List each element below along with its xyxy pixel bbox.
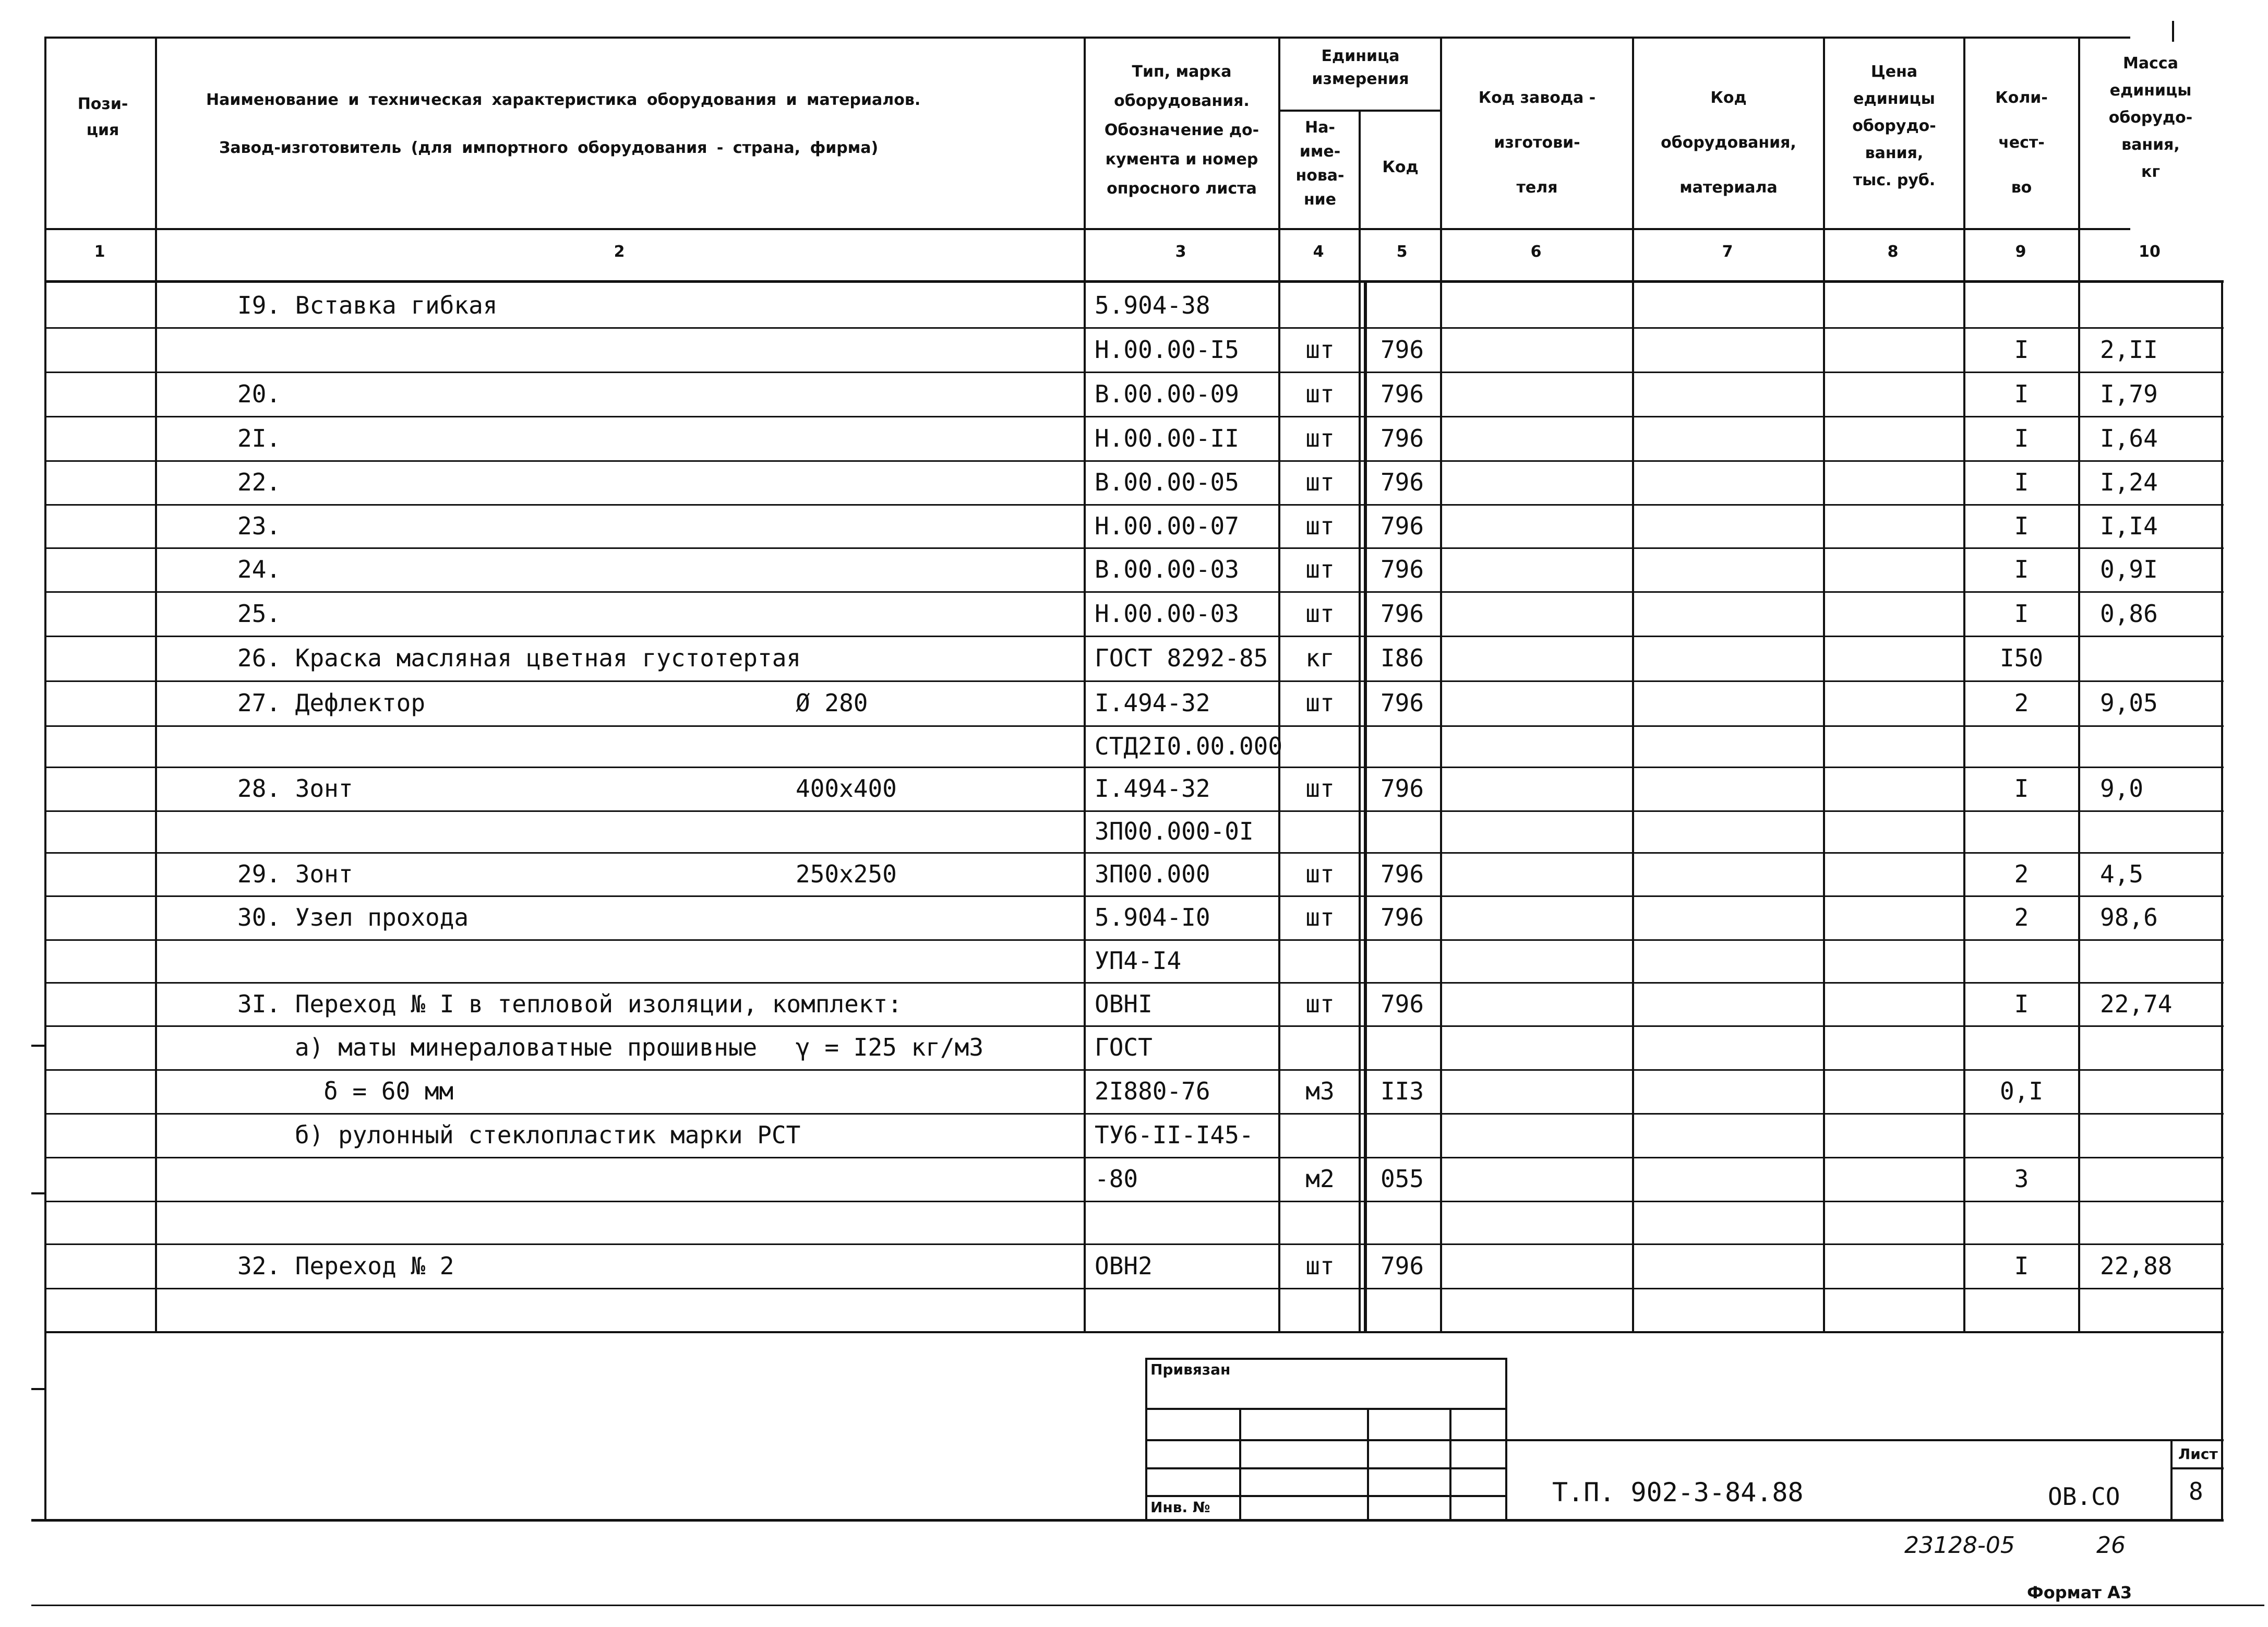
item-name: 28. Зонт: [237, 774, 353, 803]
item-unit: шт: [1305, 336, 1335, 364]
item-code: 796: [1380, 600, 1424, 628]
item-code: 796: [1380, 689, 1424, 717]
item-unit: шт: [1305, 380, 1335, 408]
column-number: 9: [2015, 243, 2026, 261]
item-code: 796: [1380, 903, 1424, 931]
col-divider-4: [1359, 110, 1361, 1333]
item-unit: шт: [1305, 903, 1335, 931]
col3-header: Тип, марка оборудования. Обозначение до- кумента и номер опросного листа: [1104, 63, 1259, 198]
item-unit: шт: [1305, 555, 1335, 583]
item-document: Н.00.00-II: [1095, 424, 1239, 452]
item-quantity: I: [2014, 380, 2029, 408]
item-document: I.494-32: [1095, 689, 1210, 717]
item-name: б) рулонный стеклопластик марки РСТ: [295, 1121, 801, 1149]
format-line: [31, 1605, 2264, 1606]
item-code: II3: [1380, 1077, 1424, 1105]
item-document: СТД2I0.00.000: [1095, 732, 1283, 760]
item-code: 796: [1380, 468, 1424, 496]
format-label: Формат А3: [2027, 1583, 2132, 1602]
item-quantity: I: [2014, 512, 2029, 540]
row-divider: [44, 852, 2224, 854]
unit-group-header: Единица измерения: [1312, 47, 1409, 88]
item-document: ТУ6-II-I45-: [1095, 1121, 1254, 1149]
item-document: ОВН2: [1095, 1252, 1153, 1280]
item-name: 22.: [237, 468, 281, 496]
col10-header: Масса единицы оборудо- вания, кг: [2108, 54, 2193, 181]
item-document: I.494-32: [1095, 774, 1210, 803]
item-document: ЗП00.000-0I: [1095, 817, 1254, 845]
item-quantity: 3: [2014, 1165, 2029, 1193]
item-dimension: 250x250: [796, 860, 897, 888]
item-document: 5.904-38: [1095, 291, 1210, 319]
row-divider: [44, 767, 2224, 768]
item-mass: 0,9I: [2100, 555, 2158, 583]
item-document: Н.00.00-07: [1095, 512, 1239, 540]
item-name: 32. Переход № 2: [237, 1252, 454, 1280]
unit-group-divider: [1278, 110, 1440, 112]
row-divider: [44, 460, 2224, 462]
item-code: 055: [1380, 1165, 1424, 1193]
row-divider: [44, 1113, 2224, 1115]
col-divider-9: [2078, 37, 2080, 1333]
row-divider: [44, 895, 2224, 897]
column-number: 8: [1887, 243, 1899, 261]
item-unit: шт: [1305, 689, 1335, 717]
item-code: 796: [1380, 555, 1424, 583]
col-divider-6: [1632, 37, 1634, 1333]
column-number: 4: [1313, 243, 1324, 261]
project-code: Т.П. 902-3-84.88: [1552, 1477, 1804, 1508]
item-unit: кг: [1305, 644, 1335, 672]
col-divider-7: [1823, 37, 1825, 1333]
item-unit: шт: [1305, 990, 1335, 1018]
item-mass: 2,II: [2100, 336, 2158, 364]
item-quantity: I: [2014, 990, 2029, 1018]
item-quantity: I: [2014, 468, 2029, 496]
frame-top-line: [44, 37, 2130, 39]
colnum-divider-line: [44, 280, 2224, 283]
item-mass: 9,05: [2100, 689, 2158, 717]
item-unit: шт: [1305, 468, 1335, 496]
item-name: 23.: [237, 512, 281, 540]
item-mass: I,79: [2100, 380, 2158, 408]
frame-right-line: [2221, 280, 2223, 1521]
item-mass: 9,0: [2100, 774, 2144, 803]
item-unit: шт: [1305, 1252, 1335, 1280]
item-mass: I,64: [2100, 424, 2158, 452]
item-unit: шт: [1305, 424, 1335, 452]
row-divider: [44, 1069, 2224, 1071]
row-divider: [44, 1201, 2224, 1202]
item-quantity: 2: [2014, 903, 2029, 931]
item-quantity: I: [2014, 336, 2029, 364]
row-divider: [44, 591, 2224, 593]
item-quantity: I50: [1999, 644, 2044, 672]
sheet-code: ОВ.СО: [2048, 1482, 2120, 1511]
row-divider: [44, 810, 2224, 812]
row-divider: [44, 504, 2224, 506]
margin-tick: [31, 1388, 46, 1390]
item-unit: шт: [1305, 512, 1335, 540]
item-code: I86: [1380, 644, 1424, 672]
col5-header: Код: [1382, 158, 1419, 176]
item-code: 796: [1380, 990, 1424, 1018]
item-name: 24.: [237, 555, 281, 583]
item-code: 796: [1380, 774, 1424, 803]
item-unit: шт: [1305, 600, 1335, 628]
item-document: ГОСТ: [1095, 1033, 1153, 1061]
item-document: 5.904-I0: [1095, 903, 1210, 931]
item-document: Н.00.00-I5: [1095, 336, 1239, 364]
header-divider-line: [44, 228, 2130, 230]
item-mass: 0,86: [2100, 600, 2158, 628]
col-divider-2: [1084, 37, 1086, 1333]
item-document: В.00.00-09: [1095, 380, 1239, 408]
item-document: 2I880-76: [1095, 1077, 1210, 1105]
margin-tick: [31, 1045, 46, 1047]
item-document: ЗП00.000: [1095, 860, 1210, 888]
item-unit: шт: [1305, 860, 1335, 888]
col8-header: Цена единицы оборудо- вания, тыс. руб.: [1852, 63, 1936, 189]
item-quantity: 2: [2014, 689, 2029, 717]
item-name: 2I.: [237, 424, 281, 452]
item-code: 796: [1380, 512, 1424, 540]
row-divider: [44, 1288, 2224, 1289]
table-bottom-line: [44, 1331, 2224, 1333]
column-number: 1: [94, 243, 105, 261]
item-unit: м2: [1305, 1165, 1335, 1193]
item-code: 796: [1380, 424, 1424, 452]
item-name: а) маты минераловатные прошивные: [295, 1033, 758, 1061]
item-name: I9. Вставка гибкая: [237, 291, 498, 319]
column-number: 5: [1396, 243, 1408, 261]
item-mass: 98,6: [2100, 903, 2158, 931]
item-document: -80: [1095, 1165, 1138, 1193]
item-code: 796: [1380, 380, 1424, 408]
item-dimension: 400x400: [796, 774, 897, 803]
bound-label: Привязан: [1150, 1361, 1231, 1378]
item-code: 796: [1380, 336, 1424, 364]
col-divider-5: [1440, 37, 1442, 1333]
item-name: 27. Дефлектор: [237, 689, 426, 717]
item-name: 20.: [237, 380, 281, 408]
item-document: В.00.00-05: [1095, 468, 1239, 496]
archive-number: 23128-05: [1904, 1532, 2015, 1559]
col7-header: Код оборудования, материала: [1661, 89, 1796, 197]
item-quantity: I: [2014, 424, 2029, 452]
col-divider-1: [155, 37, 157, 1333]
frame-right-top-line: [2172, 21, 2174, 42]
col-divider-3: [1278, 37, 1280, 1333]
col-divider-8: [1963, 37, 1965, 1333]
column-number: 2: [614, 243, 625, 261]
item-name: 3I. Переход № I в тепловой изоляции, комплект:: [237, 990, 902, 1018]
row-divider: [44, 372, 2224, 373]
row-divider: [44, 636, 2224, 637]
col1-header: Пози- ция: [77, 95, 128, 139]
item-code: 796: [1380, 860, 1424, 888]
item-document: ГОСТ 8292-85: [1095, 644, 1268, 672]
item-quantity: I: [2014, 774, 2029, 803]
item-mass: I,24: [2100, 468, 2158, 496]
sheet-label: Лист: [2178, 1445, 2218, 1463]
row-divider: [44, 725, 2224, 727]
frame-left-line: [44, 37, 46, 1521]
row-divider: [44, 1157, 2224, 1158]
item-unit: шт: [1305, 774, 1335, 803]
item-mass: I,I4: [2100, 512, 2158, 540]
row-divider: [44, 1243, 2224, 1245]
column-number: 7: [1722, 243, 1733, 261]
frame-bottom-line: [31, 1519, 2224, 1522]
item-name: 26. Краска масляная цветная густотертая: [237, 644, 801, 672]
item-name: 29. Зонт: [237, 860, 353, 888]
archive-page: 26: [2096, 1532, 2126, 1559]
row-divider: [44, 680, 2224, 682]
item-name: 25.: [237, 600, 281, 628]
row-divider: [44, 416, 2224, 417]
row-divider: [44, 327, 2224, 329]
item-mass: 22,88: [2100, 1252, 2173, 1280]
col2-header-line1: Наименование и техническая характеристика оборудования и материалов.: [206, 91, 921, 109]
item-quantity: I: [2014, 555, 2029, 583]
inv-label: Инв. №: [1150, 1499, 1210, 1516]
margin-tick: [31, 1192, 46, 1194]
item-document: ОВНI: [1095, 990, 1153, 1018]
col4-header: На- име- нова- ние: [1295, 118, 1345, 209]
item-code: 796: [1380, 1252, 1424, 1280]
item-document: В.00.00-03: [1095, 555, 1239, 583]
row-divider: [44, 1025, 2224, 1027]
item-document: Н.00.00-03: [1095, 600, 1239, 628]
row-divider: [44, 547, 2224, 549]
item-quantity: 2: [2014, 860, 2029, 888]
item-dimension: γ = I25 кг/м3: [796, 1033, 984, 1061]
sheet-number: 8: [2189, 1477, 2203, 1505]
column-number: 10: [2139, 243, 2161, 261]
item-document: УП4-I4: [1095, 947, 1182, 975]
col6-header: Код завода - изготови- теля: [1478, 89, 1596, 197]
row-divider: [44, 982, 2224, 984]
item-dimension: Ø 280: [796, 689, 868, 717]
col2-header-line2: Завод-изготовитель (для импортного оборудования - страна, фирма): [219, 139, 879, 157]
item-mass: 4,5: [2100, 860, 2144, 888]
item-quantity: I: [2014, 600, 2029, 628]
item-quantity: 0,I: [1999, 1077, 2044, 1105]
item-name: 30. Узел прохода: [237, 903, 469, 931]
column-number: 6: [1530, 243, 1542, 261]
item-unit: м3: [1305, 1077, 1335, 1105]
item-mass: 22,74: [2100, 990, 2173, 1018]
item-quantity: I: [2014, 1252, 2029, 1280]
row-divider: [44, 939, 2224, 941]
col9-header: Коли- чест- во: [1995, 89, 2048, 197]
column-number: 3: [1175, 243, 1186, 261]
item-name: δ = 60 мм: [323, 1077, 454, 1105]
